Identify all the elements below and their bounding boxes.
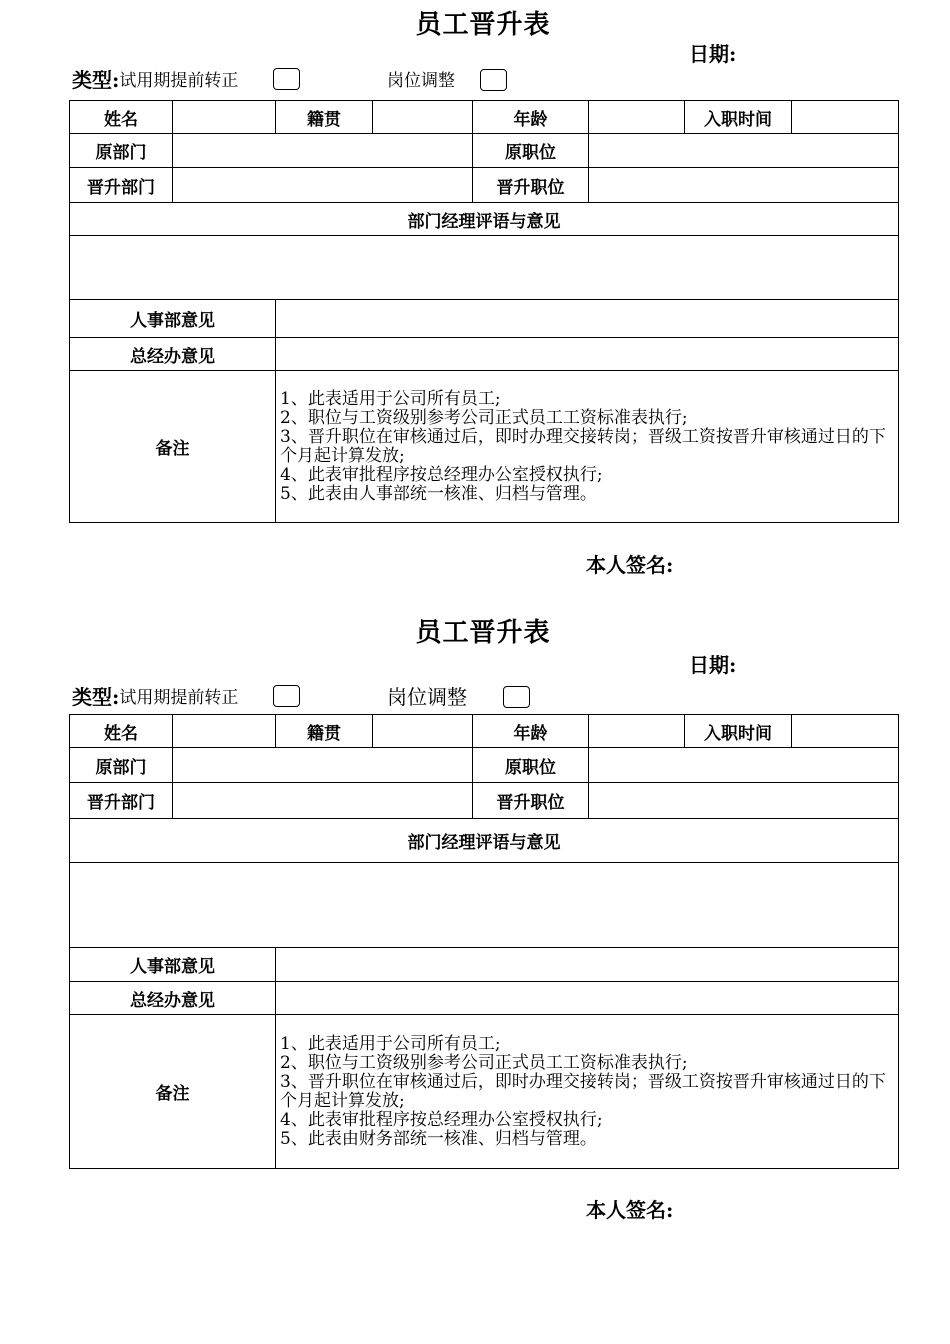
type-row <box>72 65 238 91</box>
original-dept-field[interactable] <box>173 748 473 783</box>
date-label: 日期: <box>689 653 737 677</box>
gm-opinion-field[interactable] <box>276 338 899 371</box>
note-line: 1、此表适用于公司所有员工; <box>280 1033 501 1054</box>
option-transfer-label: 岗位调整 <box>387 684 467 709</box>
promoted-position-field[interactable] <box>589 168 899 203</box>
form-title: 员工晋升表 <box>415 10 551 40</box>
probation-checkbox[interactable] <box>273 685 300 707</box>
promoted-dept-field[interactable] <box>173 168 473 203</box>
transfer-checkbox[interactable] <box>503 686 530 708</box>
original-dept-field[interactable] <box>173 134 473 168</box>
original-position-field[interactable] <box>589 748 899 783</box>
age-field[interactable] <box>589 715 685 748</box>
notes-label: 备注 <box>70 371 276 523</box>
manager-comment-header: 部门经理评语与意见 <box>70 203 899 236</box>
original-dept-label: 原部门 <box>70 134 173 168</box>
type-row <box>72 682 238 708</box>
option-probation-label: 试用期提前转正 <box>119 70 239 91</box>
date-label: 日期: <box>689 42 737 66</box>
note-line: 3、晋升职位在审核通过后，即时办理交接转岗；晋级工资按晋升审核通过日的下个月起计算发放; <box>280 426 886 466</box>
hire-date-field[interactable] <box>792 101 899 134</box>
promoted-dept-label: 晋升部门 <box>70 168 173 203</box>
note-line: 1、此表适用于公司所有员工; <box>280 388 501 409</box>
name-field[interactable] <box>173 715 276 748</box>
original-dept-label: 原部门 <box>70 748 173 783</box>
note-line: 4、此表审批程序按总经理办公室授权执行; <box>280 1109 603 1130</box>
promotion-table <box>69 100 899 523</box>
hr-opinion-label: 人事部意见 <box>70 948 276 982</box>
notes-content <box>276 371 899 523</box>
manager-comment-field[interactable] <box>70 863 899 948</box>
signature-label: 本人签名: <box>586 553 674 577</box>
promoted-dept-field[interactable] <box>173 783 473 819</box>
hire-date-field[interactable] <box>792 715 899 748</box>
option-transfer-label: 岗位调整 <box>387 70 455 91</box>
age-label: 年龄 <box>473 715 589 748</box>
native-place-label: 籍贯 <box>276 715 373 748</box>
age-label: 年龄 <box>473 101 589 134</box>
promoted-dept-label: 晋升部门 <box>70 783 173 819</box>
note-line: 3、晋升职位在审核通过后，即时办理交接转岗；晋级工资按晋升审核通过日的下个月起计算发放; <box>280 1071 886 1111</box>
probation-checkbox[interactable] <box>273 68 300 90</box>
note-line: 4、此表审批程序按总经理办公室授权执行; <box>280 464 603 485</box>
original-position-label: 原职位 <box>473 134 589 168</box>
original-position-field[interactable] <box>589 134 899 168</box>
promoted-position-label: 晋升职位 <box>473 168 589 203</box>
note-line: 2、职位与工资级别参考公司正式员工工资标准表执行; <box>280 1052 688 1073</box>
transfer-checkbox[interactable] <box>480 69 507 91</box>
promoted-position-field[interactable] <box>589 783 899 819</box>
hire-date-label: 入职时间 <box>685 101 792 134</box>
original-position-label: 原职位 <box>473 748 589 783</box>
name-field[interactable] <box>173 101 276 134</box>
native-place-field[interactable] <box>373 715 473 748</box>
gm-opinion-label: 总经办意见 <box>70 982 276 1015</box>
note-line: 5、此表由人事部统一核准、归档与管理。 <box>280 483 597 504</box>
hr-opinion-field[interactable] <box>276 300 899 338</box>
hr-opinion-label: 人事部意见 <box>70 300 276 338</box>
promotion-table <box>69 714 899 1169</box>
option-transfer <box>387 682 467 708</box>
note-line: 5、此表由财务部统一核准、归档与管理。 <box>280 1128 597 1149</box>
signature-label: 本人签名: <box>586 1198 674 1222</box>
option-probation-label: 试用期提前转正 <box>119 687 239 708</box>
hire-date-label: 入职时间 <box>685 715 792 748</box>
gm-opinion-field[interactable] <box>276 982 899 1015</box>
notes-label: 备注 <box>70 1015 276 1169</box>
age-field[interactable] <box>589 101 685 134</box>
manager-comment-header: 部门经理评语与意见 <box>70 819 899 863</box>
form-title: 员工晋升表 <box>415 618 551 648</box>
native-place-label: 籍贯 <box>276 101 373 134</box>
hr-opinion-field[interactable] <box>276 948 899 982</box>
option-transfer <box>387 65 455 91</box>
note-line: 2、职位与工资级别参考公司正式员工工资标准表执行; <box>280 407 688 428</box>
name-label: 姓名 <box>70 715 173 748</box>
name-label: 姓名 <box>70 101 173 134</box>
manager-comment-field[interactable] <box>70 236 899 300</box>
gm-opinion-label: 总经办意见 <box>70 338 276 371</box>
notes-content <box>276 1015 899 1169</box>
type-label: 类型: <box>72 67 120 92</box>
native-place-field[interactable] <box>373 101 473 134</box>
promoted-position-label: 晋升职位 <box>473 783 589 819</box>
type-label: 类型: <box>72 684 120 709</box>
